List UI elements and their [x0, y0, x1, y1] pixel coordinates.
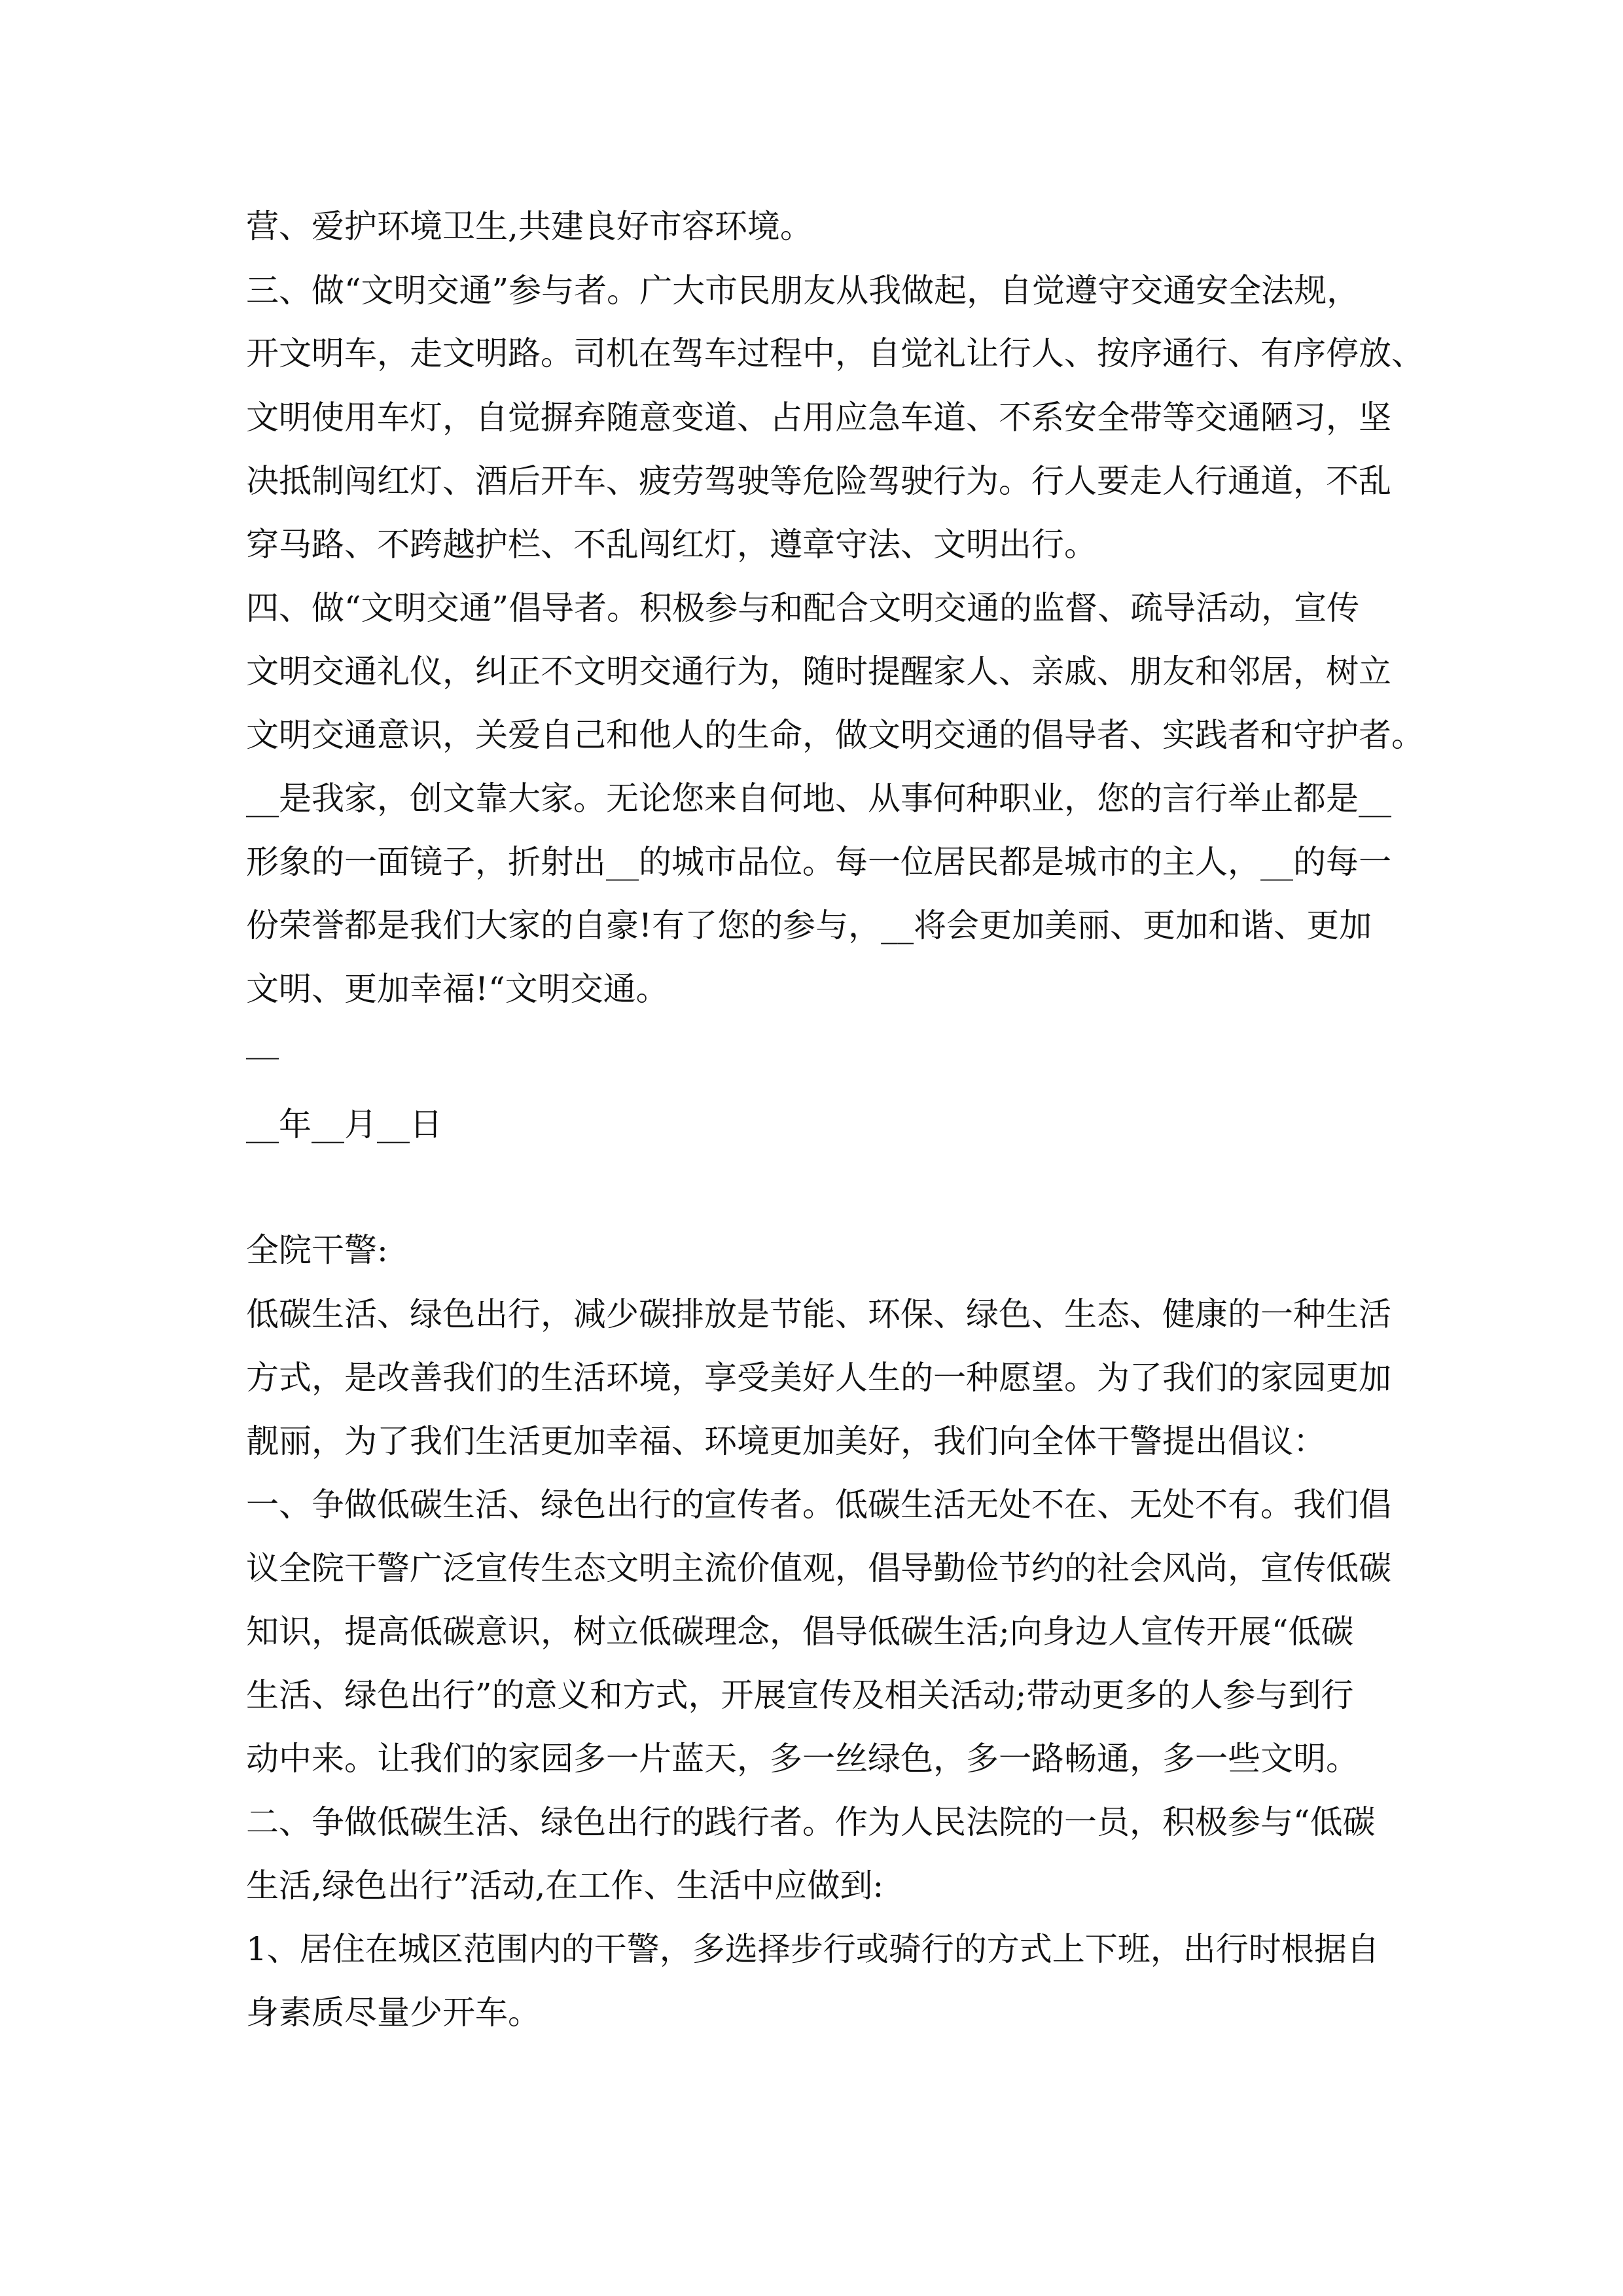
- text-line: 营、爱护环境卫生,共建良好市容环境。: [246, 207, 813, 245]
- text-line: 形象的一面镜子，折射出__的城市品位。每一位居民都是城市的主人，__的每一: [246, 843, 1391, 881]
- text-line: 文明使用车灯，自觉摒弃随意变道、占用应急车道、不系安全带等交通陋习，坚: [246, 399, 1391, 437]
- text-line: 三、做“文明交通”参与者。广大市民朋友从我做起，自觉遵守交通安全法规，: [246, 272, 1360, 310]
- salutation: 全院干警:: [246, 1231, 388, 1269]
- text-line: 开文明车，走文明路。司机在驾车过程中，自觉礼让行人、按序通行、有序停放、: [246, 334, 1424, 372]
- text-line: 方式，是改善我们的生活环境，享受美好人生的一种愿望。为了我们的家园更加: [246, 1359, 1391, 1397]
- text-line: 知识，提高低碳意识，树立低碳理念，倡导低碳生活;向身边人宣传开展“低碳: [246, 1613, 1354, 1651]
- text-line: 份荣誉都是我们大家的自豪!有了您的参与，__将会更加美丽、更加和谐、更加: [246, 906, 1372, 944]
- text-line: 文明交通礼仪，纠正不文明交通行为，随时提醒家人、亲戚、朋友和邻居，树立: [246, 653, 1391, 691]
- signature-placeholder: __: [246, 1022, 279, 1060]
- text-line: 文明交通意识，关爱自己和他人的生命，做文明交通的倡导者、实践者和守护者。: [246, 716, 1424, 754]
- text-line: 1、居住在城区范围内的干警，多选择步行或骑行的方式上下班，出行时根据自: [246, 1930, 1380, 1968]
- text-line: 靓丽，为了我们生活更加幸福、环境更加美好，我们向全体干警提出倡议：: [246, 1422, 1326, 1460]
- text-line: 四、做“文明交通”倡导者。积极参与和配合文明交通的监督、疏导活动，宣传: [246, 589, 1360, 627]
- text-line: 穿马路、不跨越护栏、不乱闯红灯，遵章守法、文明出行。: [246, 526, 1097, 564]
- text-line: 身素质尽量少开车。: [246, 1994, 541, 2032]
- text-line: 决抵制闯红灯、酒后开车、疲劳驾驶等危险驾驶行为。行人要走人行通道，不乱: [246, 462, 1391, 500]
- text-line: 生活、绿色出行”的意义和方式，开展宣传及相关活动;带动更多的人参与到行: [246, 1676, 1354, 1714]
- text-line: 一、争做低碳生活、绿色出行的宣传者。低碳生活无处不在、无处不有。我们倡: [246, 1486, 1391, 1524]
- text-line: __是我家，创文靠大家。无论您来自何地、从事何种职业，您的言行举止都是__: [246, 780, 1391, 817]
- text-line: 动中来。让我们的家园多一片蓝天，多一丝绿色，多一路畅通，多一些文明。: [246, 1740, 1359, 1778]
- text-line: 生活,绿色出行”活动,在工作、生活中应做到:: [246, 1867, 884, 1905]
- text-line: 二、争做低碳生活、绿色出行的践行者。作为人民法院的一员，积极参与“低碳: [246, 1803, 1376, 1841]
- text-line: 议全院干警广泛宣传生态文明主流价值观，倡导勤俭节约的社会风尚，宣传低碳: [246, 1549, 1391, 1587]
- text-line: 文明、更加幸福!“文明交通。: [246, 970, 669, 1008]
- text-line: 低碳生活、绿色出行，减少碳排放是节能、环保、绿色、生态、健康的一种生活: [246, 1295, 1391, 1333]
- date-line: __年__月__日: [246, 1105, 442, 1143]
